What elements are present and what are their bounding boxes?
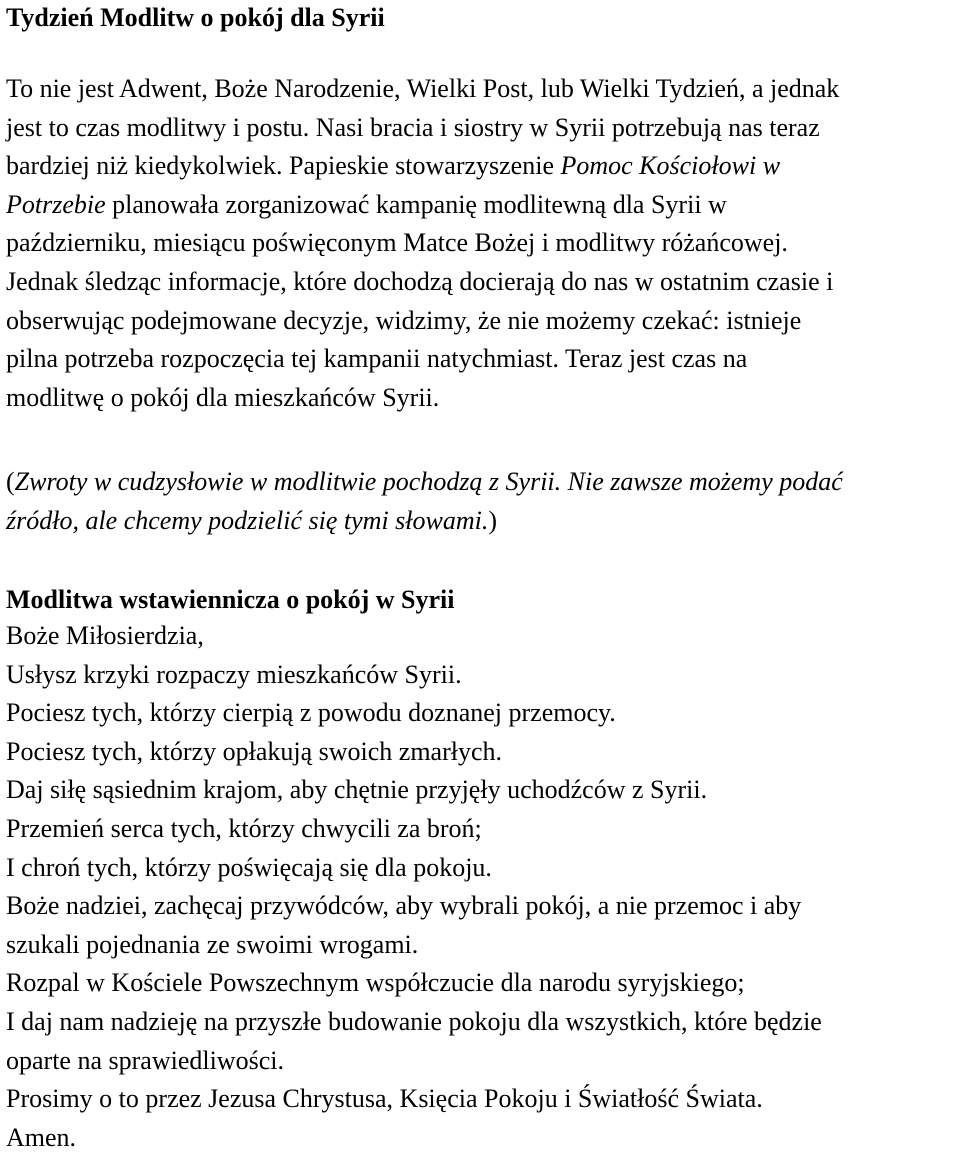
prayer-line: Usłysz krzyki rozpaczy mieszkańców Syrii. — [6, 659, 462, 689]
note-text-italic: źródło, ale chcemy podzielić się tymi słowami. — [6, 505, 489, 535]
intro-text: obserwując podejmowane decyzje, widzimy, że nie możemy czekać: istnieje — [6, 305, 802, 335]
intro-text: bardziej niż kiedykolwiek. Papieskie stowarzyszenie — [6, 151, 561, 181]
prayer-line: Boże nadziei, zachęcaj przywódców, aby wybrali pokój, a nie przemoc i aby — [6, 891, 802, 921]
prayer-line: Prosimy o to przez Jezusa Chrystusa, Księcia Pokoju i Światłość Świata. — [6, 1084, 763, 1114]
intro-text: pilna potrzeba rozpoczęcia tej kampanii natychmiast. Teraz jest czas na — [6, 344, 748, 374]
intro-line — [6, 302, 956, 341]
note-line — [6, 502, 956, 541]
prayer-line: Boże Miłosierdzia, — [6, 621, 204, 650]
intro-line — [6, 263, 956, 302]
intro-text: planowała zorganizować kampanię modlitewną dla Syrii w — [105, 189, 727, 219]
intro-line — [6, 379, 956, 418]
intro-paragraph — [6, 70, 956, 417]
intro-line — [6, 224, 956, 263]
prayer-line: I chroń tych, którzy poświęcają się dla pokoju. — [6, 852, 492, 882]
note-line — [6, 463, 956, 502]
intro-text: To nie jest Adwent, Boże Narodzenie, Wielki Post, lub Wielki Tydzień, a jednak — [6, 74, 840, 103]
intro-line — [6, 70, 956, 109]
note-paren: ) — [488, 505, 498, 535]
prayer-line: szukali pojednania ze swoimi wrogami. — [6, 929, 419, 959]
document-title: Tydzień Modlitw o pokój dla Syrii — [6, 3, 385, 32]
prayer-text — [6, 617, 956, 1157]
prayer-line: Przemień serca tych, którzy chwycili za broń; — [6, 813, 482, 843]
prayer-line: I daj nam nadzieję na przyszłe budowanie pokoju dla wszystkich, które będzie — [6, 1006, 822, 1036]
intro-line — [6, 109, 956, 148]
organization-name-italic: Pomoc Kościołowi w — [560, 151, 781, 181]
organization-name-italic: Potrzebie — [6, 189, 106, 219]
note-text-italic: Zwroty w cudzysłowie w modlitwie pochodzą z Syrii. Nie zawsze możemy podać — [14, 467, 843, 496]
prayer-heading: Modlitwa wstawiennicza o pokój w Syrii — [6, 585, 455, 614]
prayer-line: Amen. — [6, 1122, 77, 1152]
prayer-line: Pociesz tych, którzy opłakują swoich zmarłych. — [6, 736, 503, 766]
prayer-line: Rozpal w Kościele Powszechnym współczucie dla narodu syryjskiego; — [6, 968, 745, 998]
intro-text: jest to czas modlitwy i postu. Nasi bracia i siostry w Syrii potrzebują nas teraz — [6, 112, 820, 142]
intro-line — [6, 147, 956, 186]
intro-text: październiku, miesiącu poświęconym Matce Bożej i modlitwy różańcowej. — [6, 228, 788, 258]
prayer-line: Pociesz tych, którzy cierpią z powodu doznanej przemocy. — [6, 698, 616, 728]
intro-text: modlitwę o pokój dla mieszkańców Syrii. — [6, 382, 440, 412]
source-note — [6, 463, 956, 540]
intro-line — [6, 186, 956, 225]
intro-text: Jednak śledząc informacje, które dochodzą docierają do nas w ostatnim czasie i — [6, 266, 834, 296]
intro-line — [6, 340, 956, 379]
prayer-line: oparte na sprawiedliwości. — [6, 1045, 284, 1075]
note-paren: ( — [6, 467, 15, 496]
prayer-line: Daj siłę sąsiednim krajom, aby chętnie przyjęły uchodźców z Syrii. — [6, 775, 708, 805]
